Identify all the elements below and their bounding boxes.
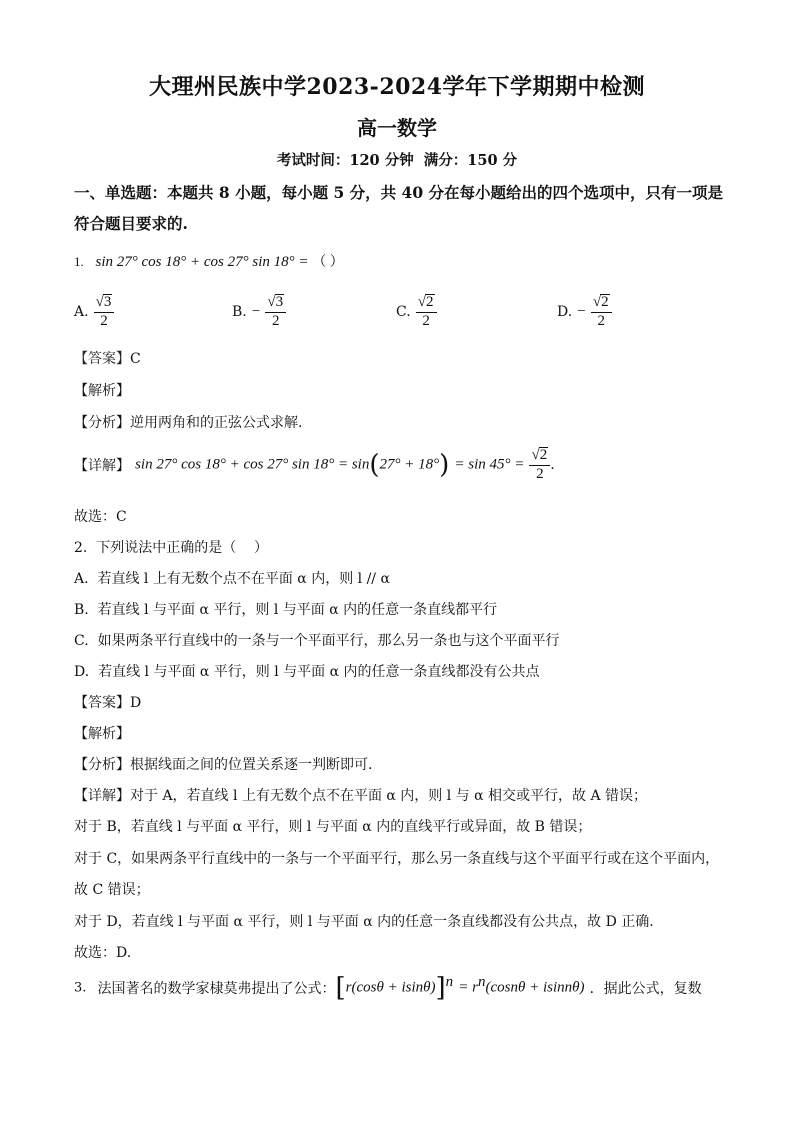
option-fraction: $\frac{√3}{2}$: [265, 294, 286, 330]
option-label: B.: [232, 303, 247, 320]
q3-text-a: 法国著名的数学家棣莫弗提出了公式：: [97, 981, 336, 997]
q2-xiangjie: [74, 785, 647, 805]
fenxi-text: 逆用两角和的正弦公式求解.: [130, 415, 303, 431]
option-fraction: $\frac{√3}{2}$: [94, 294, 115, 330]
q3-formula-a: r(cosθ + isinθ): [345, 979, 436, 996]
q1-option-d: [557, 294, 612, 330]
q1-option-a: [74, 294, 114, 330]
fenxi-text: 根据线面之间的位置关系逐一判断即可.: [130, 757, 373, 773]
option-label: C.: [396, 303, 411, 320]
q1-fenxi: [74, 412, 302, 432]
q2-xiangjie-line: 对于 D，若直线 l 与平面 α 平行，则 l 与平面 α 内的任意一条直线都没有公共点，故 D 正确.: [74, 914, 654, 930]
q1-analysis-tag: 【解析】: [74, 383, 130, 399]
xiangjie-expression-b: 27° + 18°: [379, 456, 440, 473]
q1-answer: [74, 348, 141, 368]
q2-xiangjie-line: 对于 B，若直线 l 与平面 α 平行，则 l 与平面 α 内的直线平行或异面，故 B 错误；: [74, 819, 592, 835]
exam-title: 大理州民族中学2023-2024学年下学期期中检测: [148, 74, 646, 100]
fenxi-tag: 【分析】: [74, 757, 130, 773]
q3-formula-b-exponent: n: [477, 974, 486, 991]
q2-fenxi: [74, 754, 372, 774]
q2-analysis-tag: 【解析】: [74, 726, 130, 742]
option-sign: −: [251, 303, 261, 320]
q3-number: 3.: [74, 980, 87, 996]
xiangjie-expression-a: sin 27° cos 18° + cos 27° sin 18° = sin: [135, 456, 370, 473]
q2-stem: 2. 下列说法中正确的是（ ）: [74, 540, 269, 556]
q2-choose: 故选：D.: [74, 945, 132, 961]
q1-number: 1.: [74, 254, 84, 269]
answer-value: D: [130, 695, 142, 711]
answer-tag: 【答案】: [74, 351, 130, 367]
xiangjie-fraction: $\frac{√2}{2}$: [529, 447, 550, 483]
q2-option-a: A. 若直线 l 上有无数个点不在平面 α 内，则 l // α: [74, 571, 390, 587]
option-fraction: $\frac{√2}{2}$: [416, 294, 437, 330]
option-label: D.: [557, 303, 573, 320]
denominator: 2: [597, 312, 605, 329]
q2-xiangjie-line: 对于 C，如果两条平行直线中的一条与一个平面平行，那么另一条直线与这个平面平行或在这个平面内，: [74, 851, 720, 867]
q2-option-c: C. 如果两条平行直线中的一条与一个平面平行，那么另一条也与这个平面平行: [74, 633, 560, 649]
q1-stem-paren: （ ）: [312, 255, 344, 270]
q3-formula-exponent: n: [445, 974, 454, 991]
q2-answer: [74, 692, 141, 712]
xiangjie-tag: 【详解】: [74, 457, 130, 474]
xiangjie-tag: 【详解】: [74, 788, 130, 804]
right-paren: ): [439, 449, 450, 480]
radicand: 2: [426, 294, 434, 310]
exam-info: 考试时间：120 分钟 满分：150 分: [276, 152, 518, 169]
q2-xiangjie-line: 故 C 错误；: [74, 882, 150, 898]
subject-title: 高一数学: [357, 116, 437, 140]
section-heading-line1: 一、单选题：本题共 8 小题，每小题 5 分，共 40 分在每小题给出的四个选项中，只有一项是: [74, 183, 724, 202]
q1-choose: 故选：C: [74, 509, 127, 525]
radicand: 2: [539, 447, 548, 463]
radicand: 3: [103, 294, 112, 310]
answer-tag: 【答案】: [74, 695, 130, 711]
q1-option-c: [396, 294, 437, 330]
radicand: 3: [275, 294, 284, 310]
denominator: 2: [422, 312, 430, 329]
answer-value: C: [130, 351, 141, 367]
denominator: 2: [272, 312, 280, 329]
q1-stem: [74, 251, 344, 271]
denominator: 2: [100, 312, 108, 329]
q3-formula-b: = r: [458, 979, 478, 996]
q2-option-d: D. 若直线 l 与平面 α 平行，则 l 与平面 α 内的任意一条直线都没有公共点: [74, 664, 540, 680]
option-sign: −: [577, 303, 586, 320]
fenxi-tag: 【分析】: [74, 415, 130, 431]
q3-stem: [74, 973, 702, 1003]
option-label: A.: [74, 303, 89, 320]
q3-text-b: ．据此公式，复数: [589, 981, 702, 997]
left-bracket: [: [335, 973, 346, 1003]
q1-stem-expression: sin 27° cos 18° + cos 27° sin 18° =: [95, 254, 309, 270]
q1-option-b: [232, 294, 286, 330]
section-heading-line2: 符合题目要求的.: [74, 214, 188, 233]
q2-option-b: B. 若直线 l 与平面 α 平行，则 l 与平面 α 内的任意一条直线都平行: [74, 602, 498, 618]
radicand: 2: [601, 294, 609, 310]
q3-formula-c: (cosnθ + isinnθ): [485, 979, 585, 996]
denominator: 2: [536, 465, 544, 482]
option-fraction: $\frac{√2}{2}$: [591, 294, 612, 330]
right-bracket: ]: [435, 973, 446, 1003]
q1-xiangjie: [74, 447, 555, 483]
xiangjie-end: .: [550, 456, 555, 473]
left-paren: (: [369, 449, 380, 480]
xiangjie-expression-c: = sin 45° =: [454, 456, 525, 473]
xiangjie-line: 对于 A，若直线 l 上有无数个点不在平面 α 内，则 l 与 α 相交或平行，故 A 错误；: [130, 788, 648, 804]
